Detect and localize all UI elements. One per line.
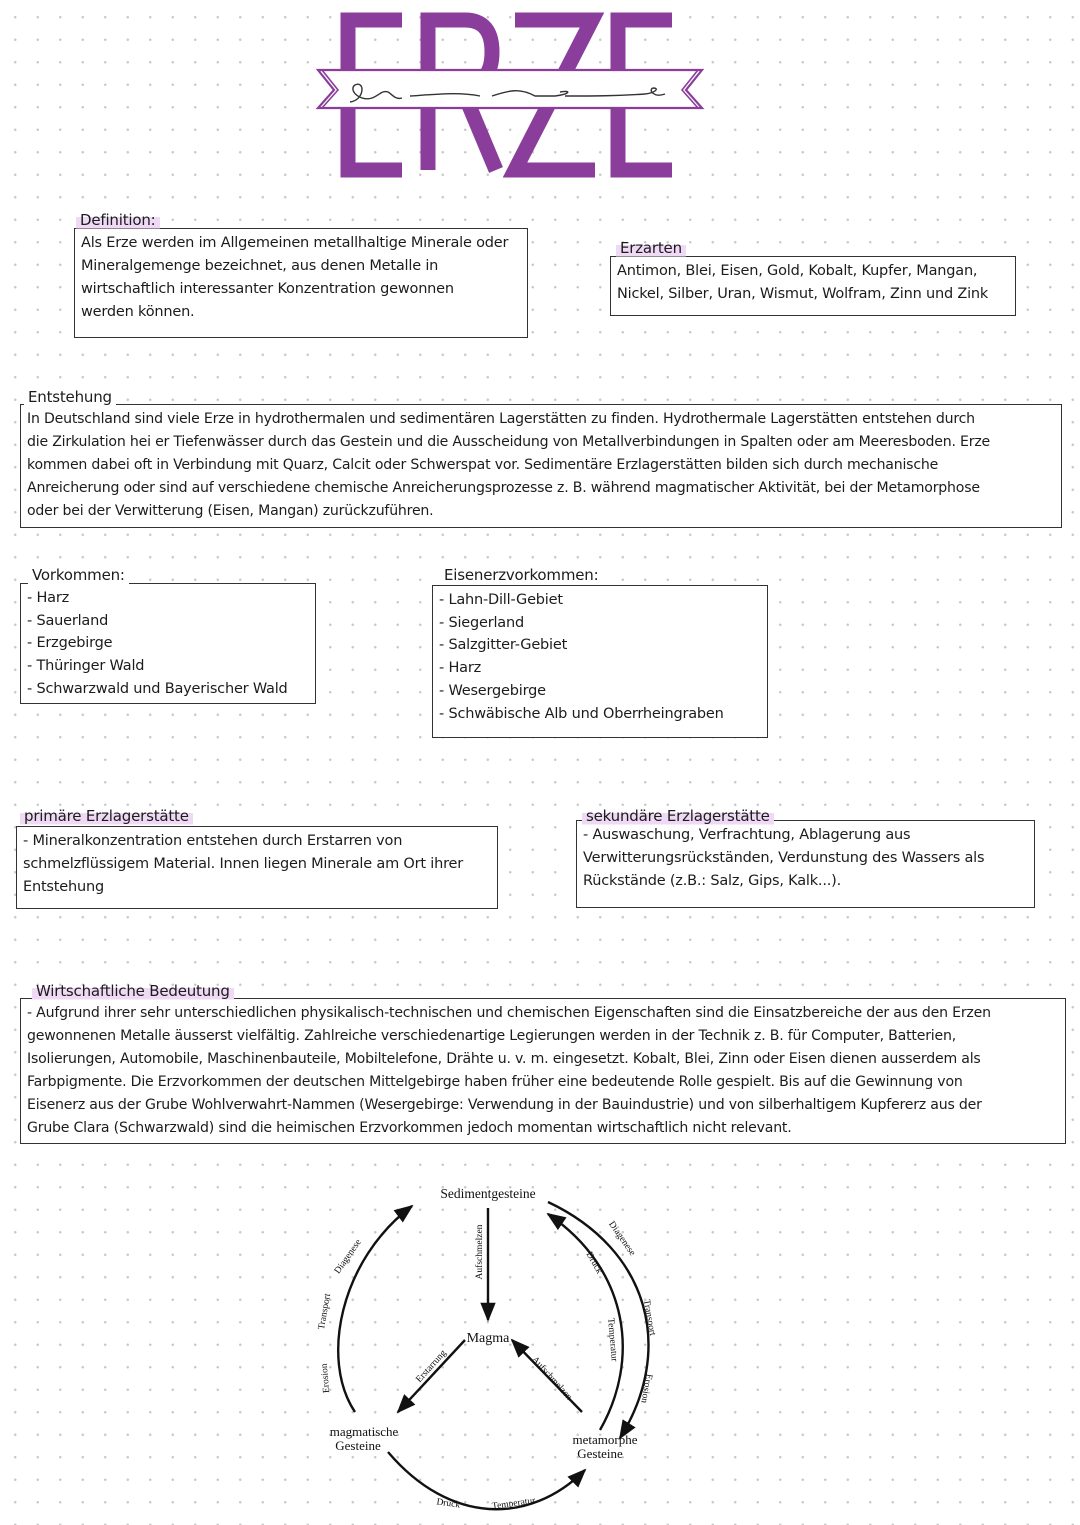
sekundaer-line: Verwitterungsrückständen, Verdunstung des Wassers als	[583, 850, 985, 866]
vorkommen-box	[20, 583, 316, 704]
title-graphic	[310, 10, 710, 180]
diagenese-left-label: Diagenese	[332, 1237, 364, 1276]
temperatur-right-label: Temperatur	[605, 1317, 619, 1363]
eisenerz-heading: Eisenerzvorkommen:	[440, 565, 602, 585]
definition-line: wirtschaftlich interessanter Konzentration gewonnen	[81, 281, 454, 297]
erzarten-heading: Erzarten	[616, 238, 686, 258]
erstarrung-label: Erstarrung	[414, 1348, 449, 1385]
druck-bottom-label: Druck	[435, 1497, 461, 1511]
wirtschaft-heading: Wirtschaftliche Bedeutung	[32, 981, 234, 1001]
primaer-heading: primäre Erzlagerstätte	[20, 806, 193, 826]
entstehung-box	[20, 404, 1062, 528]
transport-left-label: Transport	[316, 1292, 334, 1331]
entstehung-heading: Entstehung	[24, 387, 116, 407]
wirtschaft-line: Isolierungen, Automobile, Maschinenbauteile, Mobiltelefone, Drähte u. v. m. eingesetzt. Kobalt, Blei, Zinn oder Eisen dienen ausserdem als	[27, 1051, 981, 1067]
definition-line: werden können.	[81, 304, 195, 320]
wirtschaft-line: gewonnenen Metalle äusserst vielfältig. Zahlreiche verschiedenartige Legierungen werden in der Technik z. B. für Computer, Batterien,	[27, 1028, 956, 1044]
erzarten-box	[610, 256, 1016, 316]
eisenerz-box	[432, 585, 768, 738]
primaer-line: Entstehung	[23, 879, 104, 895]
definition-box	[74, 228, 528, 338]
wirtschaft-line: Eisenerz aus der Grube Wohlverwahrt-Nammen (Wesergebirge: Verwendung in der Bauindustrie) und von silberhaltigem Kupfererz aus der	[27, 1097, 982, 1113]
metamorphic-label-2: Gesteine	[577, 1446, 623, 1461]
magmatic-label-1: magmatische	[329, 1424, 399, 1439]
page-title	[310, 10, 710, 180]
vorkommen-heading: Vorkommen:	[28, 565, 129, 585]
primaer-line: schmelzflüssigem Material. Innen liegen Minerale am Ort ihrer	[23, 856, 464, 872]
vorkommen-list	[27, 587, 309, 701]
magmatic-label-2: Gesteine	[335, 1438, 381, 1453]
temperatur-bottom-label: Temperatur	[491, 1496, 537, 1513]
aufschmelzen-top-label: Aufschmelzen	[475, 1224, 485, 1280]
druck-right-label: Druck	[583, 1250, 604, 1276]
list-item: - Sauerland	[27, 612, 109, 629]
erosion-left-label: Erosion	[319, 1363, 333, 1394]
entstehung-line: oder bei der Verwitterung (Eisen, Mangan) zurückzuführen.	[27, 503, 434, 519]
aufschmelzen-right-label: Aufschmelzen	[529, 1354, 574, 1403]
entstehung-line: In Deutschland sind viele Erze in hydrothermalen und sedimentären Lagerstätten zu finden. Hydrothermale Lagerstätten entstehen durch	[27, 411, 975, 427]
sekundaer-line: - Auswaschung, Verfrachtung, Ablagerung aus	[583, 827, 911, 843]
entstehung-line: kommen dabei oft in Verbindung mit Quarz, Calcit oder Schwerspat vor. Sedimentäre Erzlagerstätten bilden sich durch mechanische	[27, 457, 939, 473]
metamorphic-label-1: metamorphe	[572, 1432, 638, 1447]
sekundaer-heading: sekundäre Erzlagerstätte	[582, 806, 774, 826]
entstehung-line: Anreicherung oder sind auf verschiedene chemische Anreicherungsprozesse z. B. während magmatischer Aktivität, bei der Metamorphose	[27, 480, 980, 496]
list-item: - Schwarzwald und Bayerischer Wald	[27, 680, 288, 697]
wirtschaft-line: Grube Clara (Schwarzwald) sind die heimischen Erzvorkommen jedoch momentan wirtschaftlich nicht relevant.	[27, 1120, 792, 1136]
sekundaer-box	[576, 820, 1035, 908]
definition-heading: Definition:	[76, 210, 160, 230]
list-item: - Salzgitter-Gebiet	[439, 637, 568, 654]
erzarten-line: Nickel, Silber, Uran, Wismut, Wolfram, Zinn und Zink	[617, 286, 989, 302]
wirtschaft-line: Farbpigmente. Die Erzvorkommen der deutschen Mittelgebirge haben früher eine bedeutende Rolle gespielt. Bis auf die Gewinnung von	[27, 1074, 963, 1090]
erosion-right-label: Erosion	[638, 1372, 654, 1404]
list-item: - Wesergebirge	[439, 682, 546, 699]
rock-cycle-diagram	[300, 1180, 680, 1520]
magma-label: Magma	[466, 1331, 510, 1346]
list-item: - Harz	[27, 590, 70, 606]
sekundaer-line: Rückstände (z.B.: Salz, Gips, Kalk...).	[583, 873, 842, 889]
list-item: - Harz	[439, 660, 482, 677]
list-item: - Siegerland	[439, 614, 524, 631]
list-item: - Schwäbische Alb und Oberrheingraben	[439, 705, 724, 722]
sediment-label: Sedimentgesteine	[440, 1186, 536, 1201]
list-item: - Lahn-Dill-Gebiet	[439, 592, 563, 608]
list-item: - Erzgebirge	[27, 635, 113, 652]
list-item: - Thüringer Wald	[27, 658, 145, 675]
erzarten-line: Antimon, Blei, Eisen, Gold, Kobalt, Kupfer, Mangan,	[617, 263, 978, 279]
wirtschaft-line: - Aufgrund ihrer sehr unterschiedlichen physikalisch-technischen und chemischen Eigenschaften sind die Einsatzbereiche der aus den Erzen	[27, 1005, 991, 1021]
eisenerz-list	[439, 589, 761, 725]
wirtschaft-box	[20, 998, 1066, 1144]
primaer-line: - Mineralkonzentration entstehen durch Erstarren von	[23, 833, 403, 849]
primaer-box	[16, 826, 498, 909]
entstehung-line: die Zirkulation hei er Tiefenwässer durch das Gestein und die Ausscheidung von Metallverbindungen in Spalten oder am Meeresboden. Erze	[27, 434, 991, 450]
title-text: ERZE	[510, 160, 513, 161]
definition-line: Mineralgemenge bezeichnet, aus denen Metalle in	[81, 258, 439, 274]
definition-line: Als Erze werden im Allgemeinen metallhaltige Minerale oder	[81, 235, 509, 251]
diagenese-right-label: Diagenese	[606, 1219, 638, 1258]
transport-right-label: Transport	[640, 1298, 658, 1337]
